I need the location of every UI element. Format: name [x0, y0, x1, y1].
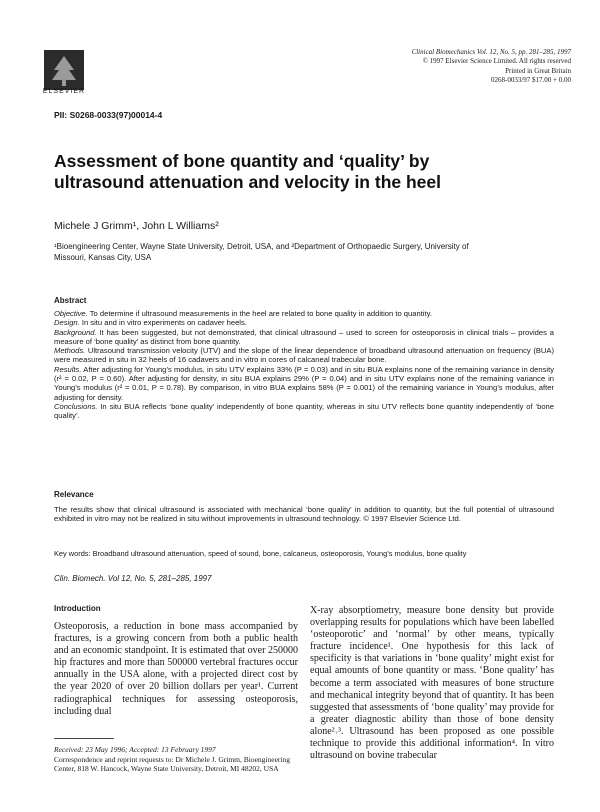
results-label: Results.: [54, 364, 82, 374]
abstract-conclusions: [54, 402, 554, 421]
abstract-body: [54, 309, 554, 421]
abstract-objective: [54, 309, 554, 318]
introduction-left-column: Osteoporosis, a reduction in bone mass accompanied by fractures, is a growing concern from both a public health and an economic standpoint. It is estimated that over 250000 hip fractures and more than 500000 vertebral fractures occur annually in the USA alone, with a projected direct cost by the year 2020 of over 20 billion dollars per year¹. Current radiographical techniques for assessing osteoporosis, including dual: [54, 621, 298, 717]
abstract-methods: [54, 346, 554, 365]
abstract-design: [54, 318, 554, 327]
publisher-name: ELSEVIER: [42, 88, 86, 95]
design-label: Design.: [54, 318, 80, 328]
journal-citation-line: Clinical Biomechanics Vol. 12, No. 5, pp. 281–285, 1997: [411, 48, 571, 56]
introduction-right-column: X-ray absorptiometry, measure bone density but provide overlapping results for populations which have been labelled ‘osteoporotic’ and ‘normal’ by other means, typically fracture incidence¹. One hypothesis for this lack of specificity is that variations in ‘bone quality’ might exist for equal amounts of bone quantity or mass. ‘Bone quality’ has become a term associated with measures of bone structure and mechanical integrity beyond that of quantity. It has been suggested that assessments of ‘bone quality’ may provide for a greater diagnostic ability than those of bone density alone²˒³. Ultrasound has been proposed as one possible technique to provide this additional information⁴. In vitro ultrasound on bovine trabecular: [310, 605, 554, 762]
abstract-results: [54, 365, 554, 402]
elsevier-tree-logo-icon: [44, 50, 84, 90]
relevance-heading: Relevance: [54, 490, 94, 499]
relevance-text: The results show that clinical ultrasound is associated with mechanical ‘bone quality’ in addition to quantity, but the full potential of ultrasound exhibited in vitro may not be realized in situ without improvements in ultrasound technology. © 1997 Elsevier Science Ltd.: [54, 505, 554, 524]
printed-line: Printed in Great Britain: [505, 66, 571, 75]
received-dates: Received: 23 May 1996; Accepted: 13 February 1997: [54, 745, 216, 754]
conclusions-label: Conclusions.: [54, 401, 98, 411]
abstract-heading: Abstract: [54, 296, 87, 305]
results-text: After adjusting for Young’s modulus, in situ UTV explains 33% (P = 0.03) and in situ BUA explains none of the remaining variance in density (r² = 0.02, P = 0.60). After adjusting for density, in situ BUA explains 29% (P = 0.04) and in situ UTV explains none of the remaining variance in Young’s modulus (r² = 0.01, P = 0.78). By comparison, in vitro BUA explains 58% (P = 0.001) of the remaining variance in Young’s modulus, after adjusting for density.: [54, 364, 554, 402]
keywords: Key words: Broadband ultrasound attenuation, speed of sound, bone, calcaneus, osteoporosis, Young’s modulus, bone quality: [54, 549, 467, 558]
background-label: Background.: [54, 327, 97, 337]
conclusions-text: In situ BUA reflects ‘bone quality’ independently of bone quantity, whereas in situ UTV reflects bone quantity independently of ‘bone quality’.: [54, 401, 554, 421]
author-list: Michele J Grimm¹, John L Williams²: [54, 220, 219, 232]
issn-line: 0268-0033/97 $17.00 + 0.00: [491, 76, 571, 85]
objective-text: To determine if ultrasound measurements in the heel are related to bone quality in addition to quantity.: [87, 309, 432, 318]
background-text: It has been suggested, but not demonstrated, that clinical ultrasound – used to screen for osteoporosis in clinical trials – provides a measure of ‘bone quality’ as distinct from bone quantity.: [54, 327, 554, 346]
copyright-line: © 1997 Elsevier Science Limited. All rights reserved: [422, 57, 571, 66]
objective-label: Objective.: [54, 309, 88, 318]
journal-info: [412, 48, 571, 86]
design-text: In situ and in vitro experiments on cadaver heels.: [79, 318, 247, 328]
article-title: Assessment of bone quantity and ‘quality’ by ultrasound attenuation and velocity in the heel: [54, 151, 441, 192]
correspondence-note: Correspondence and reprint requests to: Dr Michele J. Grimm, Bioengineering Center, 818 W. Hancock, Wayne State University, Detroit, MI 48202, USA: [54, 755, 290, 774]
introduction-heading: Introduction: [54, 604, 101, 613]
author-affiliations: ¹Bioengineering Center, Wayne State University, Detroit, USA, and ²Department of Orthopaedic Surgery, University of Missouri, Kansas City, USA: [54, 242, 469, 262]
abstract-background: [54, 328, 554, 347]
pii-identifier: PII: S0268-0033(97)00014-4: [54, 110, 163, 120]
methods-text: Ultrasound transmission velocity (UTV) and the slope of the linear dependence of broadband ultrasound attenuation on frequency (BUA) were measured in situ in 32 heels of 16 cadavers and in vitro in cores of calcaneal trabecular bone.: [54, 346, 554, 365]
journal-citation: Clin. Biomech. Vol 12, No. 5, 281–285, 1997: [54, 574, 212, 583]
footnote-divider: [54, 738, 114, 739]
methods-label: Methods.: [54, 346, 86, 356]
